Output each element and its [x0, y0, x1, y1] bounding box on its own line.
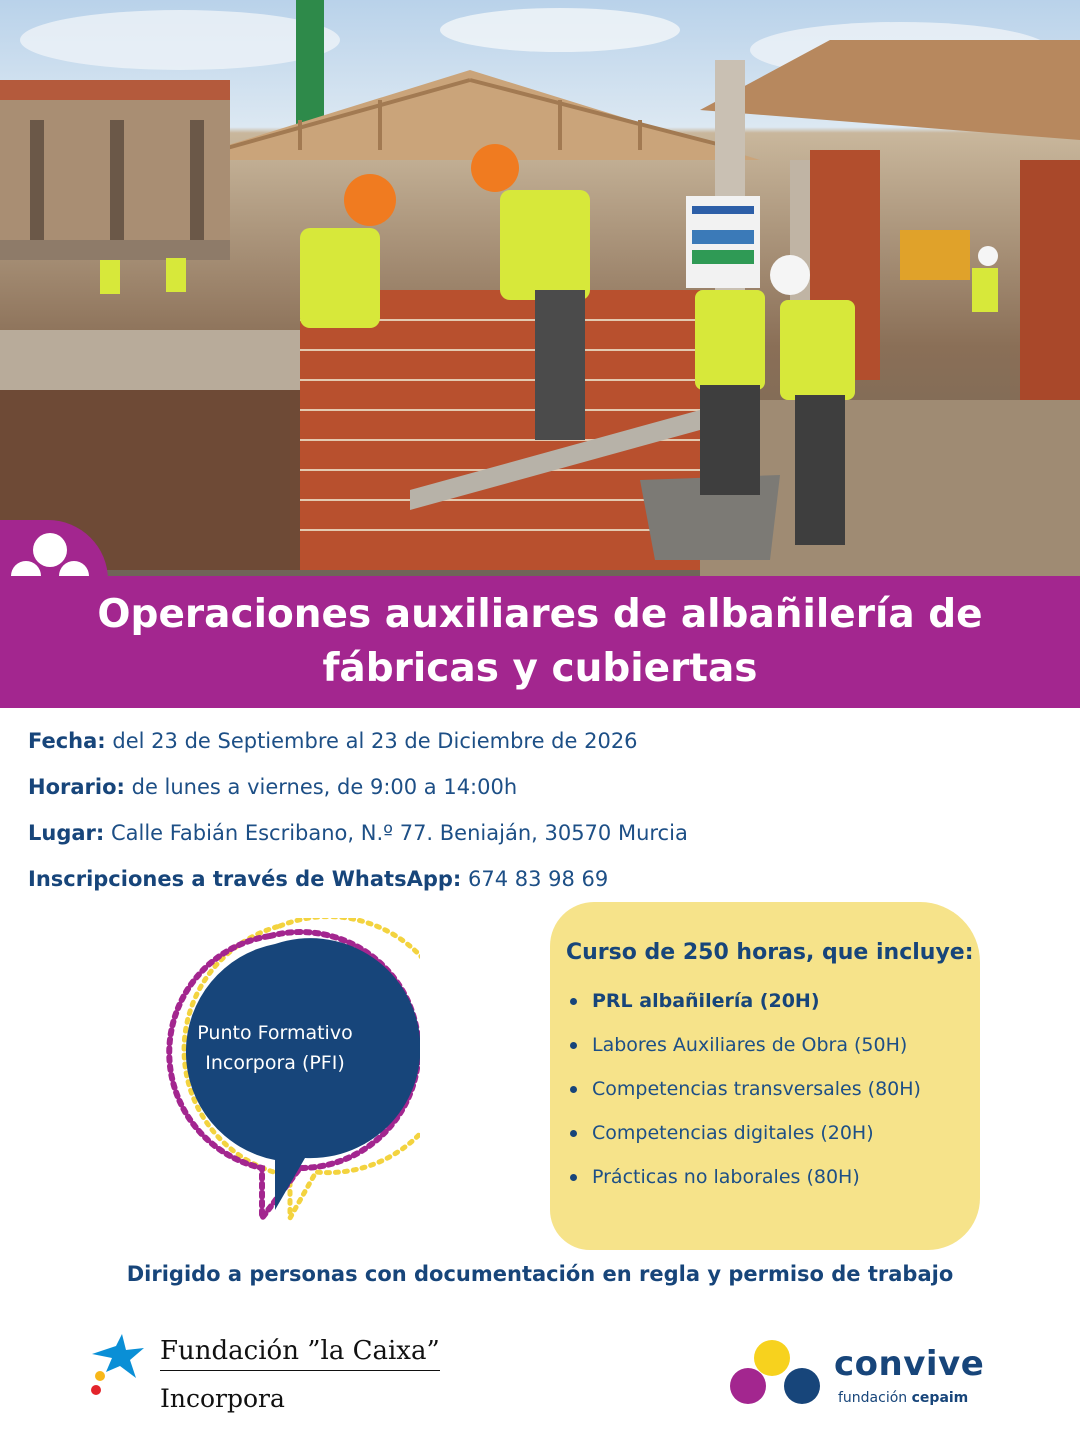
detail-label: Fecha:: [28, 729, 106, 753]
pfi-line-2: Incorpora (PFI): [205, 1052, 345, 1074]
detail-date: [28, 726, 688, 772]
list-item: Prácticas no laborales (80H): [570, 1162, 921, 1206]
pfi-line-1: Punto Formativo: [197, 1022, 353, 1044]
course-details: [28, 726, 688, 910]
detail-value: de lunes a viernes, de 9:00 a 14:00h: [131, 775, 518, 799]
detail-label: Inscripciones a través de WhatsApp:: [28, 867, 462, 891]
cepaim-logo-icon: [0, 520, 108, 580]
target-audience: Dirigido a personas con documentación en regla y permiso de trabajo: [126, 1262, 954, 1286]
list-item: Labores Auxiliares de Obra (50H): [570, 1030, 921, 1074]
convive-tagline: [838, 1390, 968, 1406]
convive-logo-icon: [726, 1334, 826, 1414]
construction-scene: [0, 0, 1080, 578]
list-item: PRL albañilería (20H): [570, 986, 921, 1030]
convive-logo: [726, 1334, 1026, 1424]
cepaim-logo-badge: [0, 520, 108, 580]
convive-tag-prefix: fundación: [838, 1390, 908, 1406]
detail-value: Calle Fabián Escribano, N.º 77. Beniaján, 30570 Murcia: [110, 821, 688, 845]
list-item: Competencias digitales (20H): [570, 1118, 921, 1162]
detail-schedule: [28, 772, 688, 818]
convive-tag-name: cepaim: [911, 1390, 969, 1406]
caixa-program: Incorpora: [160, 1384, 285, 1413]
caixa-name: Fundación ”la Caixa”: [160, 1336, 440, 1371]
pfi-badge: [140, 918, 420, 1228]
caixa-logo: [86, 1332, 466, 1422]
detail-label: Horario:: [28, 775, 125, 799]
course-heading: Curso de 250 horas, que incluye:: [566, 940, 974, 965]
hero-photo: [0, 0, 1080, 578]
detail-location: [28, 818, 688, 864]
course-contents-box: [550, 902, 980, 1250]
list-item: Competencias transversales (80H): [570, 1074, 921, 1118]
course-modules-list: [570, 986, 921, 1206]
caixa-star-icon: [86, 1332, 150, 1402]
convive-brand: convive: [834, 1344, 985, 1384]
whatsapp-number[interactable]: 674 83 98 69: [467, 867, 609, 891]
title-band: [0, 576, 1080, 708]
course-title: Operaciones auxiliares de albañilería de fábricas y cubiertas: [97, 592, 983, 691]
detail-value: del 23 de Septiembre al 23 de Diciembre de 2026: [112, 729, 638, 753]
detail-label: Lugar:: [28, 821, 105, 845]
pfi-label: [170, 1018, 380, 1078]
